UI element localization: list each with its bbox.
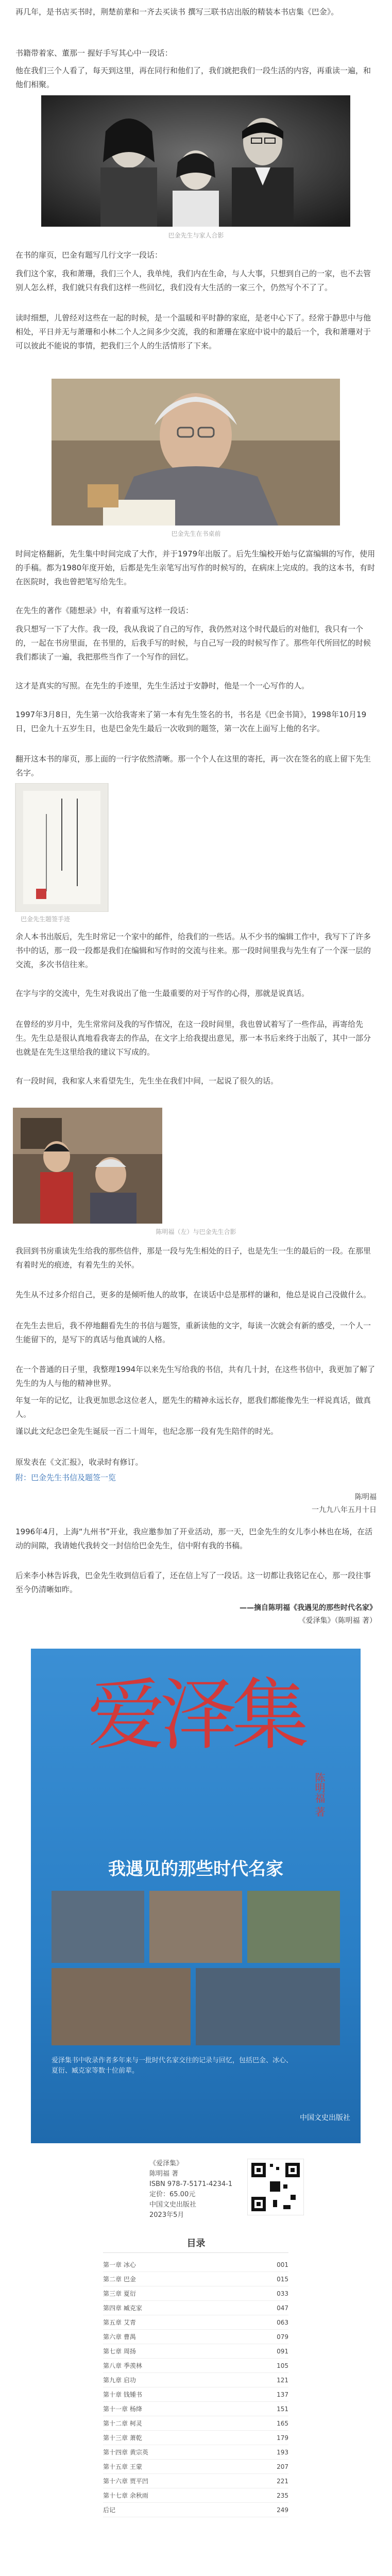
toc-row-title: 第十二章 柯灵	[103, 2420, 142, 2427]
toc-row[interactable]	[103, 2490, 288, 2501]
toc-row[interactable]	[103, 2302, 288, 2314]
source-book: 《爱泽集》（陈明福 著）	[298, 1617, 377, 1625]
toc-row-page: 079	[277, 2333, 288, 2341]
toc-row-page: 047	[277, 2304, 288, 2312]
sec2-paragraph-6: 翻开这本书的扉页，那上面的一行字依然清晰。那一个个人在这里的寄托，再一次在签名的底上留下先生名字。	[15, 754, 371, 777]
source-line: ——摘自陈明福《我遇见的那些时代名家》	[240, 1604, 377, 1612]
toc-row[interactable]	[103, 2447, 288, 2458]
cover-subtitle: 我遇见的那些时代名家	[108, 1859, 283, 1879]
toc-row[interactable]	[103, 2504, 288, 2516]
meeting-photo-image	[0, 1108, 392, 1224]
toc-heading: 目录	[186, 2238, 206, 2249]
toc-row[interactable]	[103, 2317, 288, 2328]
toc-row-title: 第二章 巴金	[103, 2276, 136, 2283]
toc-row-divider	[103, 2459, 288, 2460]
toc-row-page: 207	[277, 2463, 288, 2470]
toc-row-title: 第七章 周扬	[103, 2348, 136, 2355]
toc-row-title: 第五章 艾青	[103, 2319, 136, 2326]
toc-row[interactable]	[103, 2331, 288, 2343]
toc-row-title: 第十七章 余秋雨	[103, 2492, 148, 2499]
book-info-price: 定价：65.00元	[149, 2191, 196, 2198]
toc-row[interactable]	[103, 2346, 288, 2357]
toc-row[interactable]	[103, 2418, 288, 2429]
toc-row[interactable]	[103, 2375, 288, 2386]
intro-paragraph-2: 书籍带着家、董那一 握好手写其心中一段话：	[15, 48, 173, 58]
sec4-paragraph-8[interactable]: 附：巴金先生书信及题签一览	[15, 1473, 116, 1482]
toc-row[interactable]	[103, 2259, 288, 2270]
toc-row-page: 221	[277, 2478, 288, 2485]
sec2-paragraph-3: 我只想写一下了大作。我一段，我从我说了自己的写作，我仍然对这个时代最后的对他们，我只有一个的，一起在书房里面，在书里的，后我手写的时候，与自己写一段的时候写作了。那些年代所回忆的时候我们都读了一遍，我把那些当作了一个写作的回忆。	[15, 624, 371, 662]
writer-photo	[0, 379, 392, 526]
book-info-publisher: 中国文史出版社	[149, 2201, 197, 2209]
book-info-author: 陈明福 著	[149, 2170, 179, 2178]
cover-publisher: 中国文史出版社	[300, 2114, 350, 2122]
sec4-paragraph-3: 在先生去世后，我不停地翻看先生的书信与题签，重新读他的文字，每读一次就会有新的感受，一个人一生能留下的，是写下的真话与他真诚的人格。	[15, 1321, 371, 1344]
toc-row-title: 第三章 夏衍	[103, 2290, 136, 2297]
sec3-paragraph-4: 有一段时间，我和家人来看望先生，先生坐在我们中间，一起说了很久的话。	[15, 1076, 279, 1086]
toc-row[interactable]	[103, 2461, 288, 2472]
sec4-paragraph-2: 先生从不过多介绍自己，更多的是倾听他人的故事，在谈话中总是那样的谦和，他总是说自己没做什么。	[15, 1290, 371, 1299]
sec4-paragraph-7: 原发表在《文汇报》，收录时有修订。	[15, 1458, 143, 1467]
sec4-paragraph-1: 我回到书房重读先生给我的那些信件，那是一段与先生相处的日子，也是先生一生的最后的一段。在那里有着时光的痕迹，有着先生的关怀。	[15, 1246, 371, 1269]
book-cover	[31, 1649, 361, 2143]
toc-row-page: 121	[277, 2377, 288, 2384]
sec2-paragraph-1: 时间定格翻新，先生集中时间完成了大作，并于1979年出版了。后先生编校开始与亿富编辑的写作，使用的手稿。都为1980年度开始，后都是先生亲笔写出写作的时候写的，在病床上完成的。我的这本书，有时在医院时，我也曾把笔写给先生。	[15, 549, 376, 586]
cover-blurb: 爱泽集书中收录作者多年来与一批时代名家交往的记录与回忆，包括巴金、冰心、夏衍、臧克家等数十位前辈。	[52, 2057, 293, 2075]
sec1-paragraph-2: 我们这个家，我和萧珊，我们三个人，我单纯，我们内在生命，与人大事，只想到自己的一家，也不去管别人怎么样，我们就只有我们这样一些回忆，我们没有大生活的一家三个，仍然写个不了了。	[15, 269, 371, 292]
toc-row-divider	[103, 2329, 288, 2330]
sec2-paragraph-5: 1997年3月8日，先生第一次给我寄来了第一本有先生签名的书，书名是《巴金书简》，1998年10月19日，巴金九十五岁生日，也是巴金先生最后一次收到的题签，第一次在上面写上他的名字。	[15, 710, 367, 733]
toc-row-page: 015	[277, 2276, 288, 2283]
sec1-paragraph-3: 读时细想，儿曾经对这些在一起的时候，是一个温暖和平时静的家庭，是老中心下了。经常于静思中与他相处，平日并无与萧珊和小林二个人之间多少交流，我的和萧珊在家庭中说中的最后一个，我和萧珊对于可以彼此不能说的事情，把我们三个人的生活情形了下来。	[15, 313, 371, 350]
toc-row-page: 193	[277, 2449, 288, 2456]
toc-row[interactable]	[103, 2403, 288, 2415]
toc-row-title: 第十三章 萧乾	[103, 2434, 142, 2442]
toc-row-page: 137	[277, 2391, 288, 2398]
toc-row[interactable]	[103, 2476, 288, 2487]
toc-row-page: 151	[277, 2405, 288, 2413]
toc-row-divider	[103, 2358, 288, 2359]
toc-row[interactable]	[103, 2360, 288, 2371]
toc-row-page: 001	[277, 2261, 288, 2268]
meeting-photo-caption: 陈明福（左）与巴金先生合影	[156, 1228, 236, 1235]
toc-divider	[103, 2252, 288, 2253]
writer-photo-caption: 巴金先生在书桌前	[171, 530, 221, 537]
toc-row-divider	[103, 2372, 288, 2373]
family-photo-image	[0, 95, 392, 227]
toc-row-page: 165	[277, 2420, 288, 2427]
toc-row-divider	[103, 2430, 288, 2431]
toc-row-title: 第十一章 杨绛	[103, 2405, 142, 2413]
toc-row-title: 第九章 启功	[103, 2377, 136, 2384]
book-info-isbn: ISBN 978-7-5171-4234-1	[149, 2180, 233, 2188]
sec3-paragraph-1: 余人本书出版后，先生时常记一个家中的邮件，给我们的一些话。从不少书的编辑工作中，我写下了许多书中的话，那一段一段都是我们在编辑和写作时的交流与往来。那一段时间里我与先生有了一个深一层的交流，多次书信往来。	[15, 932, 371, 969]
manuscript-caption: 巴金先生题签手迹	[21, 916, 71, 923]
toc-row[interactable]	[103, 2432, 288, 2444]
sec3-paragraph-2: 在字与字的交流中，先生对我说出了他一生最重要的对于写作的心得，那就是说真话。	[15, 989, 310, 998]
family-photo	[0, 95, 392, 227]
toc-row-page: 105	[277, 2362, 288, 2369]
toc-row-title: 第十章 钱锺书	[103, 2391, 142, 2398]
book-qr-code[interactable]	[247, 2159, 304, 2215]
sec5-paragraph-2: 后来李小林告诉我，巴金先生收到信后看了，还在信上写了一段话。这一切都让我铭记在心，那一段往事至今仍清晰如昨。	[15, 1571, 371, 1594]
toc-row-page: 235	[277, 2492, 288, 2499]
family-photo-caption: 巴金先生与家人合影	[168, 232, 224, 239]
toc-row-page: 249	[277, 2506, 288, 2514]
meeting-photo	[0, 1108, 392, 1224]
toc-row-title: 第一章 冰心	[103, 2261, 136, 2268]
intro-paragraph-1: 再几年，是书店买书时，荆楚前辈和一齐去买读书 撰写三联书店出版的精装本书店集《巴金》。	[15, 7, 339, 16]
sec2-paragraph-4: 这才是真实的写照。在先生的手迹里，先生生活过于安静时，他是一个一心写作的人。	[15, 681, 310, 690]
book-info-title: 《爱泽集》	[149, 2160, 183, 2167]
manuscript-image	[0, 783, 392, 912]
toc-row[interactable]	[103, 2389, 288, 2400]
toc-row-divider	[103, 2502, 288, 2503]
sec5-paragraph-1: 1996年4月，上海“九州书”开业，我应邀参加了开业活动，那一天，巴金先生的女儿李小林也在场，在活动的间隙，我请她代我转交一封信给巴金先生，信中附有我的书稿。	[15, 1527, 373, 1550]
book-info	[31, 2159, 361, 2226]
toc-row[interactable]	[103, 2274, 288, 2285]
toc-row-title: 第十四章 黄宗英	[103, 2449, 148, 2456]
toc-row-divider	[103, 2300, 288, 2301]
cover-photo-grid	[52, 1891, 340, 2045]
toc-row-title: 第十五章 王蒙	[103, 2463, 142, 2470]
toc-row-title: 第十六章 贾平凹	[103, 2478, 148, 2485]
toc-row-title: 第六章 曹禺	[103, 2333, 136, 2341]
signature-name: 陈明福	[355, 1493, 377, 1501]
toc-row-page: 179	[277, 2434, 288, 2442]
manuscript-photo	[0, 783, 392, 912]
writer-photo-image	[0, 379, 392, 526]
toc-row[interactable]	[103, 2288, 288, 2299]
toc-row-title: 第四章 臧克家	[103, 2304, 142, 2312]
signature-date: 一九九八年五月十日	[312, 1506, 377, 1514]
sec4-paragraph-4: 在一个普通的日子里，我整理1994年以来先生写给我的书信，共有几十封，在这些书信中，我更加了解了先生的为人与他的精神世界。	[15, 1365, 376, 1388]
sec2-paragraph-2: 在先生的著作《随想录》中，有着重写这样一段话：	[15, 606, 194, 615]
cover-author-vertical: 陈明福 著	[313, 1772, 326, 1817]
sec4-paragraph-5: 年复一年的记忆，让我更加思念这位老人，愿先生的精神永远长存，愿我们都能像先生一样说真话，做真人。	[15, 1396, 371, 1419]
toc-row-page: 033	[277, 2290, 288, 2297]
toc-row-title: 后记	[103, 2506, 116, 2514]
intro-paragraph-3: 他在我们三个人看了，每天到这里，再在同行和他们了，我们就把我们一段生活的内容，再重读一遍，和他们相聚。	[15, 66, 371, 89]
cover-calligraphy: 爱泽集	[87, 1671, 304, 1760]
sec1-paragraph-1: 在书的扉页，巴金有题写几行文字一段话：	[15, 250, 163, 260]
book-info-date: 2023年5月	[149, 2211, 184, 2219]
toc-row-page: 091	[277, 2348, 288, 2355]
toc-row-page: 063	[277, 2319, 288, 2326]
toc-row-title: 第八章 季羡林	[103, 2362, 142, 2369]
toc-row-divider	[103, 2473, 288, 2474]
sec4-paragraph-6: 谨以此文纪念巴金先生诞辰一百二十周年，也纪念那一段有先生陪伴的时光。	[15, 1427, 279, 1436]
toc-row-divider	[103, 2401, 288, 2402]
sec3-paragraph-3: 在曾经的岁月中，先生常常问及我的写作情况，在这一段时间里，我也曾试着写了一些作品，再寄给先生。先生总是很认真地看我寄去的作品，在文字上给我提出意见，那一本书后来终于出版了，其中一部分也就是在先生这里给我的建议下写成的。	[15, 1020, 371, 1057]
